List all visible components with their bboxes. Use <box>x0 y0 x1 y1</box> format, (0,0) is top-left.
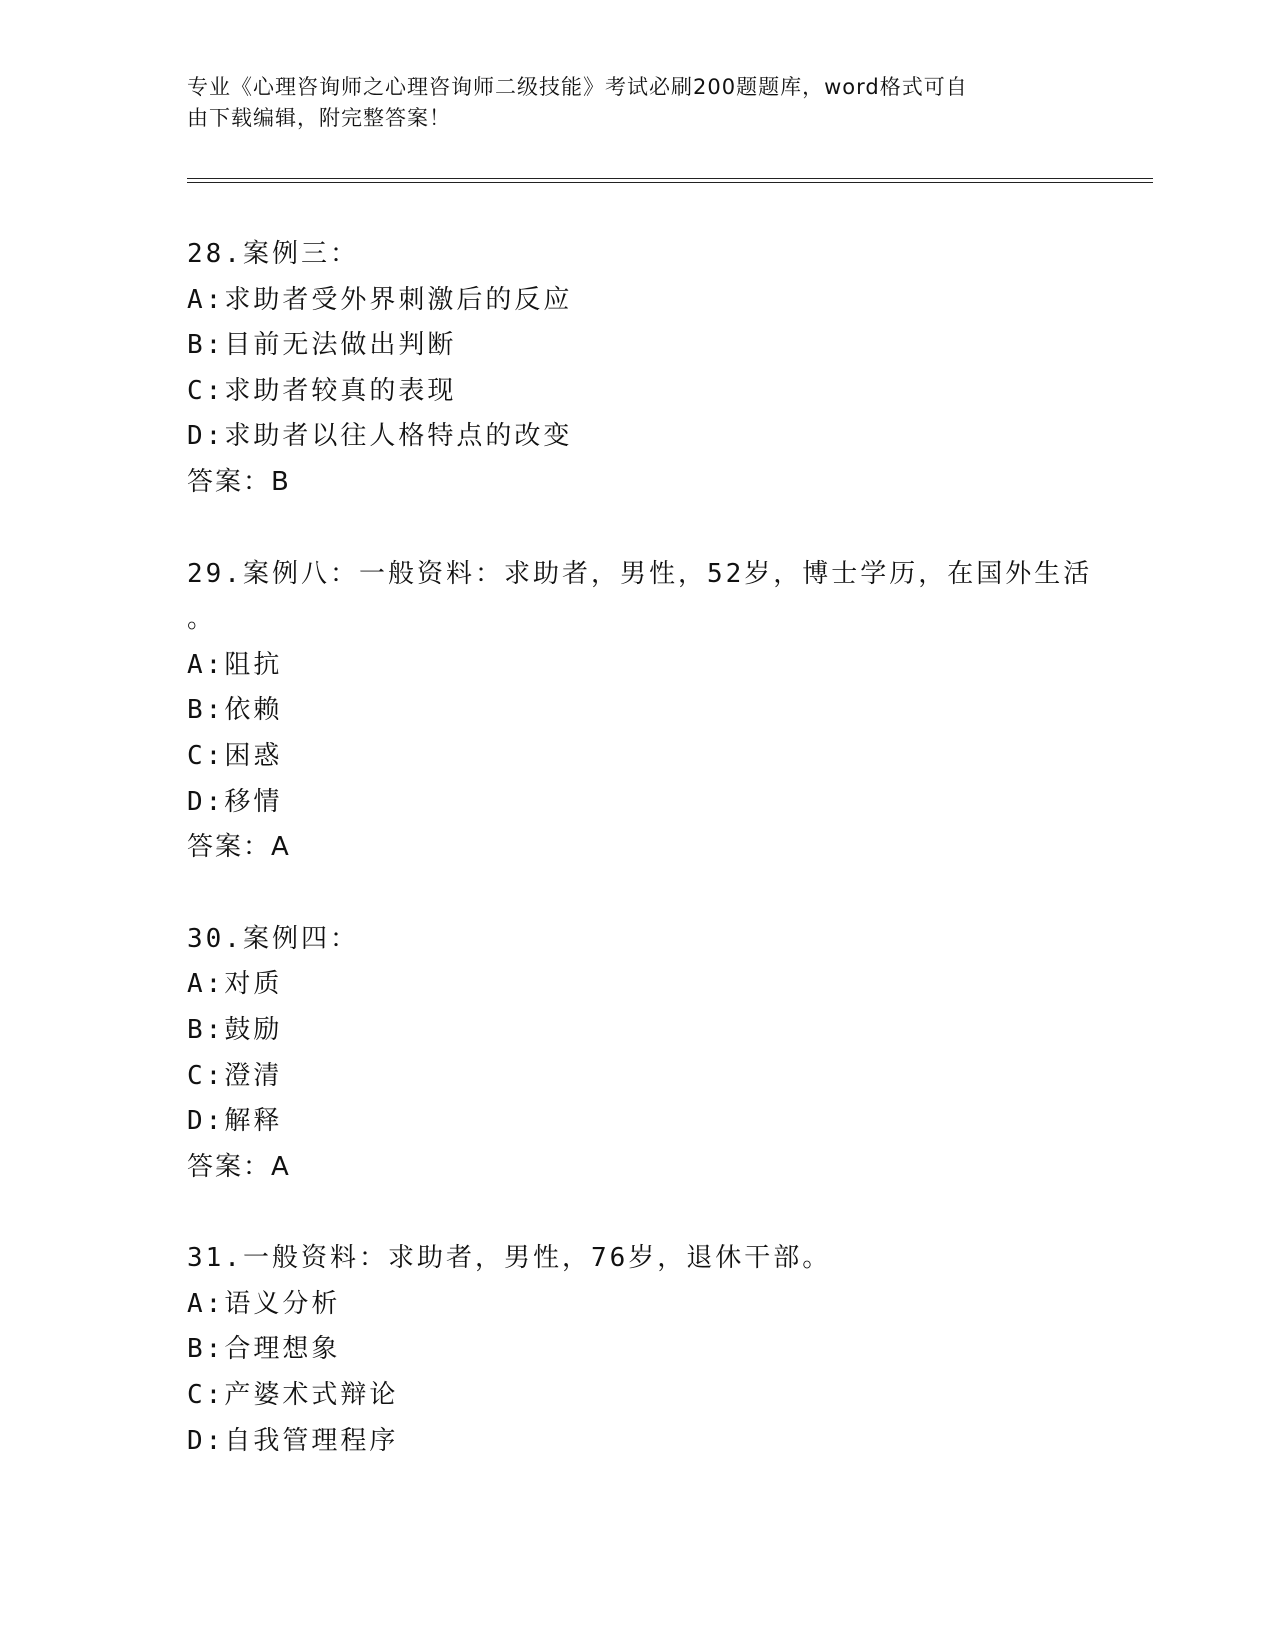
question-stem: 28.案例三： <box>187 239 359 269</box>
option-c: C:产婆术式辩论 <box>187 1380 399 1411</box>
option-b: B:合理想象 <box>187 1334 341 1365</box>
option-a: A:阻抗 <box>187 649 283 680</box>
question-stem: 29.案例八：一般资料：求助者，男性，52岁，博士学历，在国外生活 <box>187 558 1093 589</box>
question-list <box>187 232 1167 1510</box>
option-a: A:对质 <box>187 969 283 1000</box>
option-d: D:自我管理程序 <box>187 1425 399 1456</box>
answer-line: 答案：B <box>187 466 291 497</box>
option-a: A:求助者受外界刺激后的反应 <box>187 284 573 315</box>
option-c: C:澄清 <box>187 1060 283 1091</box>
option-d: D:解释 <box>187 1106 283 1137</box>
option-b: B:目前无法做出判断 <box>187 330 457 361</box>
option-d: D:求助者以往人格特点的改变 <box>187 421 573 452</box>
header-line-2: 由下载编辑，附完整答案！ <box>187 106 451 130</box>
option-d: D:移情 <box>187 786 283 817</box>
header-divider-bottom <box>187 182 1153 183</box>
answer-line: 答案：A <box>187 1151 291 1182</box>
question-item <box>187 1236 1167 1464</box>
option-b: B:鼓励 <box>187 1014 283 1045</box>
header-line-1: 专业《心理咨询师之心理咨询师二级技能》考试必刷200题题库，word格式可自 <box>187 75 968 99</box>
question-item <box>187 917 1167 1191</box>
answer-line: 答案：A <box>187 832 291 863</box>
option-b: B:依赖 <box>187 695 283 726</box>
option-c: C:求助者较真的表现 <box>187 375 457 406</box>
question-stem: 30.案例四： <box>187 923 359 954</box>
question-item <box>187 232 1167 506</box>
question-stem: 31.一般资料：求助者，男性，76岁，退休干部。 <box>187 1243 832 1274</box>
option-c: C:困惑 <box>187 740 283 771</box>
option-a: A:语义分析 <box>187 1288 341 1319</box>
question-stem-continuation: 。 <box>187 604 217 635</box>
header-divider-top <box>187 178 1153 179</box>
document-header <box>187 72 1087 134</box>
question-item <box>187 552 1167 871</box>
